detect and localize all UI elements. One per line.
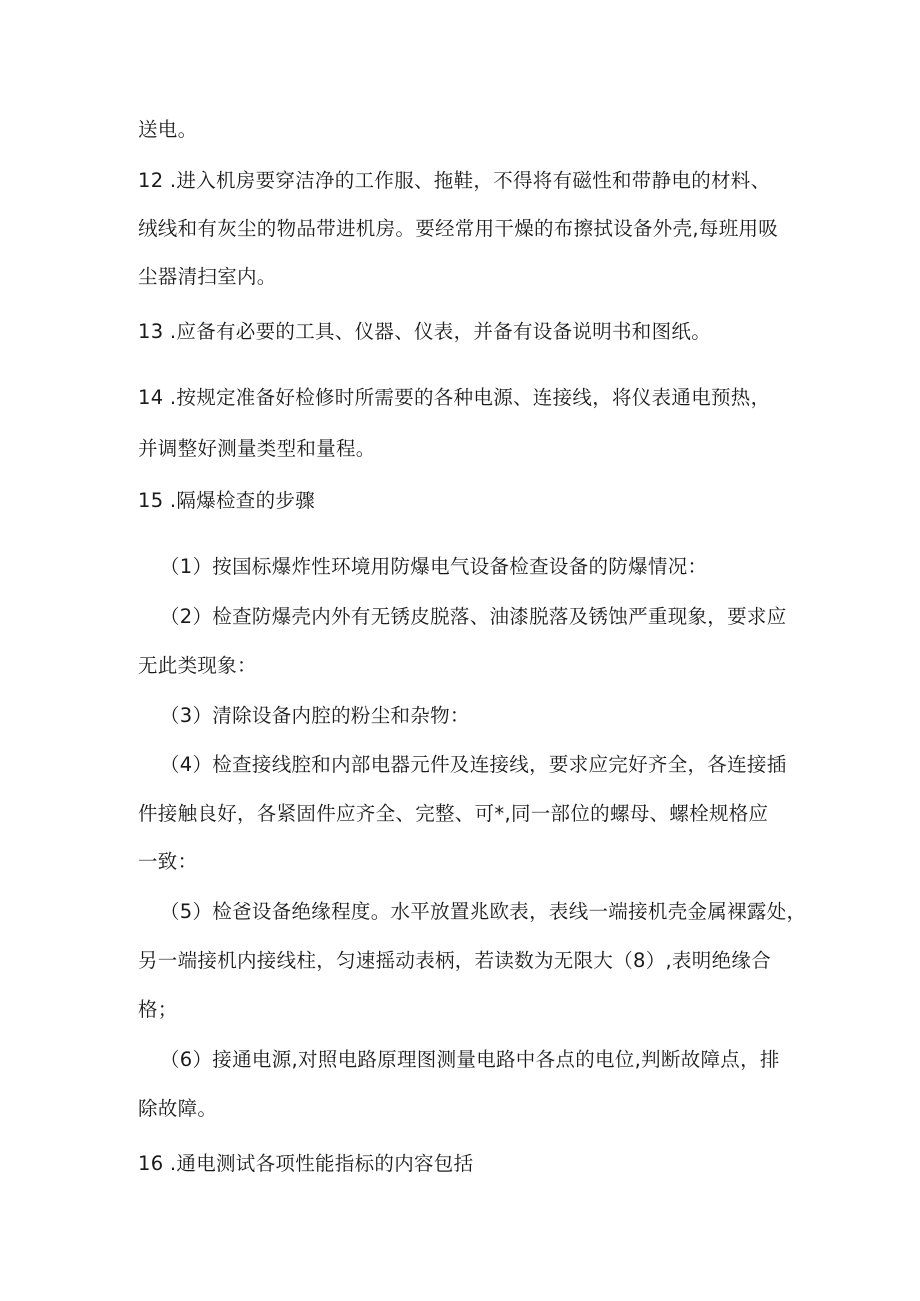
step-2-line-2: 无此类现象： [138,654,257,677]
step-6-line-1: （6）接通电源,对照电路原理图测量电路中各点的电位,判断故障点，排 [160,1048,780,1071]
step-4-line-3: 一致： [138,850,198,873]
item-12-line-1: 12 .进入机房要穿洁净的工作服、拖鞋，不得将有磁性和带静电的材料、 [138,169,771,192]
item-14-line-2: 并调整好测量类型和量程。 [138,437,376,460]
item-12-line-3: 尘器清扫室内。 [138,265,277,288]
step-4-line-2: 件接触良好，各紧固件应齐全、完整、可*,同一部位的螺母、螺栓规格应 [138,802,769,825]
step-5-line-2: 另一端接机内接线柱，匀速摇动表柄，若读数为无限大（8）,表明绝缘合 [138,949,772,972]
step-5-line-1: （5）检爸设备绝缘程度。水平放置兆欧表，表线一端接机壳金属裸露处， [160,900,807,923]
item-16-heading: 16 .通电测试各项性能指标的内容包括 [138,1152,474,1175]
text-line-0: 送电。 [138,118,198,141]
step-2-line-1: （2）检查防爆壳内外有无锈皮脱落、油漆脱落及锈蚀严重现象，要求应 [160,605,787,628]
step-5-line-3: 格； [138,998,178,1021]
item-15-heading: 15 .隔爆检查的步骤 [138,489,316,512]
step-1-line-1: （1）按国标爆炸性环境用防爆电气设备检查设备的防爆情况： [160,555,708,578]
item-14-line-1: 14 .按规定准备好检修时所需要的各种电源、连接线，将仪表通电预热， [138,386,771,409]
step-4-line-1: （4）检查接线腔和内部电器元件及连接线，要求应完好齐全，各连接插 [160,753,787,776]
step-6-line-2: 除故障。 [138,1097,218,1120]
item-12-line-2: 绒线和有灰尘的物品带进机房。要经常用干燥的布擦拭设备外壳,每班用吸 [138,217,779,240]
step-3-line-1: （3）清除设备内腔的粉尘和杂物： [160,704,470,727]
item-13-line-1: 13 .应备有必要的工具、仪器、仪表，并备有设备说明书和图纸。 [138,320,712,343]
